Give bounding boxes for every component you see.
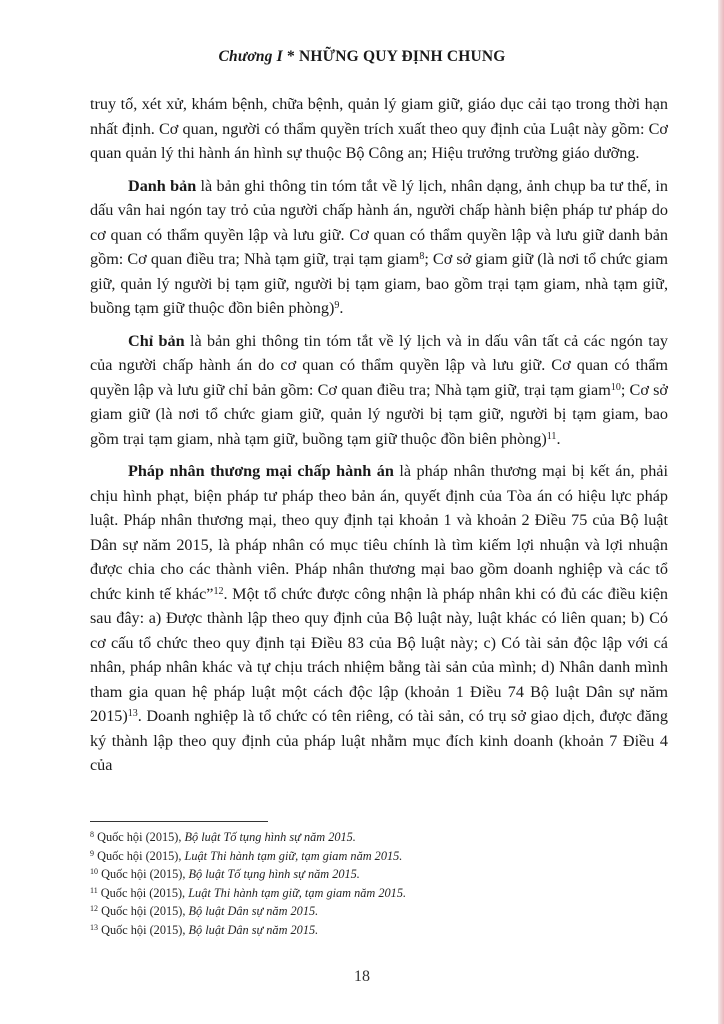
paragraph-text: . Một tổ chức được công nhận là pháp nhân khi có đủ các điều kiện sau đây: a) Được thành lập theo quy định của Bộ luật này, luật khác có liên quan; b) Có cơ cấu tổ chức theo quy định tại Điều 83 của Bộ luật này; c) Có tài sản độc lập với cá nhân, pháp nhân khác và tự chịu trách nhiệm bằng tài sản của mình; d) Nhân danh mình tham gia quan hệ pháp luật một cách độc lập (khoản 1 Điều 74 Bộ luật Dân sự năm 2015) [90, 584, 668, 725]
paragraph-text: ; Cơ sở giam giữ (là nơi tổ chức giam giữ, quản lý người bị tạm giữ, người bị tạm giam, bao gồm trại tạm giam, nhà tạm giữ, buồng tạm giữ thuộc đồn biên phòng) [90, 380, 668, 448]
page-number: 18 [354, 968, 370, 985]
footnote-ref[interactable]: 8 [419, 251, 425, 262]
paragraph-danh-ban [90, 174, 668, 321]
footnote-source: Quốc hội (2015), [101, 904, 189, 919]
footnote-ref[interactable]: 11 [546, 430, 557, 442]
term-phap-nhan-thuong-mai: Pháp nhân thương mại chấp hành án [128, 462, 394, 480]
header-chapter: Chương I [218, 48, 283, 65]
paragraph-text: . Doanh nghiệp là tổ chức có tên riêng, có tài sản, có trụ sở giao dịch, được đăng ký thành lập theo quy định của pháp luật nhằm mục đích kinh doanh (khoản 7 Điều 4 của [90, 707, 668, 774]
footnote-title: Bộ luật Dân sự năm 2015. [188, 922, 319, 937]
footnote-ref[interactable]: 12 [213, 585, 224, 597]
footnote-source: Quốc hội (2015), [97, 848, 185, 863]
footnote-item [90, 865, 650, 884]
footnote-item [90, 902, 650, 921]
footnote-ref[interactable]: 13 [127, 708, 138, 719]
footnote-divider [90, 821, 268, 822]
footnote-item [90, 884, 650, 903]
footnote-title: Luật Thi hành tạm giữ, tạm giam năm 2015. [188, 885, 407, 900]
footnote-number: 8 [90, 830, 94, 839]
footnote-number: 13 [90, 922, 98, 932]
footnote-number: 12 [90, 904, 98, 914]
header-separator: * [282, 48, 300, 65]
footnote-title: Luật Thi hành tạm giữ, tạm giam năm 2015. [184, 848, 403, 863]
running-header [0, 48, 724, 66]
paragraph-text: là bản ghi thông tin tóm tắt về lý lịch và in dấu vân tất cả các ngón tay của người chấp hành án do cơ quan có thẩm quyền lập và lưu giữ. Cơ quan có thẩm quyền lập và lưu giữ chỉ bản gồm: Cơ quan điều tra; Nhà tạm giữ, trại tạm giam [90, 331, 668, 399]
footnote-ref[interactable]: 10 [610, 381, 621, 393]
header-title: NHỮNG QUY ĐỊNH CHUNG [299, 48, 506, 65]
footnote-source: Quốc hội (2015), [97, 830, 185, 844]
page-edge-stripe [718, 0, 724, 1024]
footnote-ref[interactable]: 9 [334, 300, 340, 311]
footnote-title: Bộ luật Tố tụng hình sự năm 2015. [188, 867, 360, 882]
footnote-number: 10 [90, 867, 98, 877]
paragraph-chi-ban [90, 329, 668, 452]
term-chi-ban: Chỉ bản [128, 331, 185, 350]
footnote-number: 9 [90, 848, 94, 858]
paragraph-phap-nhan [90, 459, 668, 778]
footnote-source: Quốc hội (2015), [101, 867, 189, 882]
term-danh-ban: Danh bản [128, 176, 197, 195]
paragraph-text: là bản ghi thông tin tóm tắt về lý lịch, nhân dạng, ảnh chụp ba tư thế, in dấu vân hai ngón tay trỏ của người chấp hành án, người chấp hành biện pháp tư pháp do cơ quan có thẩm quyền lập và lưu giữ. Cơ quan có thẩm quyền lập và lưu giữ danh bản gồm: Cơ quan điều tra; Nhà tạm giữ, trại tạm giam [90, 176, 668, 268]
footnote-item [90, 847, 650, 866]
footnote-item [90, 828, 650, 847]
paragraph-text: . [339, 299, 344, 317]
body-text [90, 92, 668, 786]
paragraph-text: là pháp nhân thương mại bị kết án, phải chịu hình phạt, biện pháp tư pháp theo bản án, quyết định của Tòa án có hiệu lực pháp luật. Pháp nhân thương mại, theo quy định tại khoản 1 và khoản 2 Điều 75 của Bộ luật Dân sự năm 2015, là pháp nhân có mục tiêu chính là tìm kiếm lợi nhuận và lợi nhuận được chia cho các thành viên. Pháp nhân thương mại bao gồm doanh nghiệp và các tổ chức kinh tế khác” [90, 462, 668, 603]
paragraph-text: . [556, 429, 561, 448]
footnote-source: Quốc hội (2015), [101, 922, 189, 937]
footnote-item [90, 921, 650, 940]
paragraph-text: ; Cơ sở giam giữ (là nơi tổ chức giam giữ, quản lý người bị tạm giữ, người bị tạm giam, bao gồm trại tạm giam, nhà tạm giữ, buồng tạm giữ thuộc đồn biên phòng) [90, 250, 668, 317]
footnotes [90, 828, 650, 940]
footnote-number: 11 [90, 885, 98, 895]
footnote-title: Bộ luật Dân sự năm 2015. [188, 904, 319, 919]
paragraph-continuation: truy tố, xét xử, khám bệnh, chữa bệnh, quản lý giam giữ, giáo dục cải tạo trong thời hạn nhất định. Cơ quan, người có thẩm quyền trích xuất theo quy định của Luật này gồm: Cơ quan quản lý thi hành án hình sự thuộc Bộ Công an; Hiệu trưởng trường giáo dưỡng. [90, 95, 668, 162]
footnote-source: Quốc hội (2015), [100, 885, 189, 900]
footnote-title: Bộ luật Tố tụng hình sự năm 2015. [184, 830, 356, 844]
